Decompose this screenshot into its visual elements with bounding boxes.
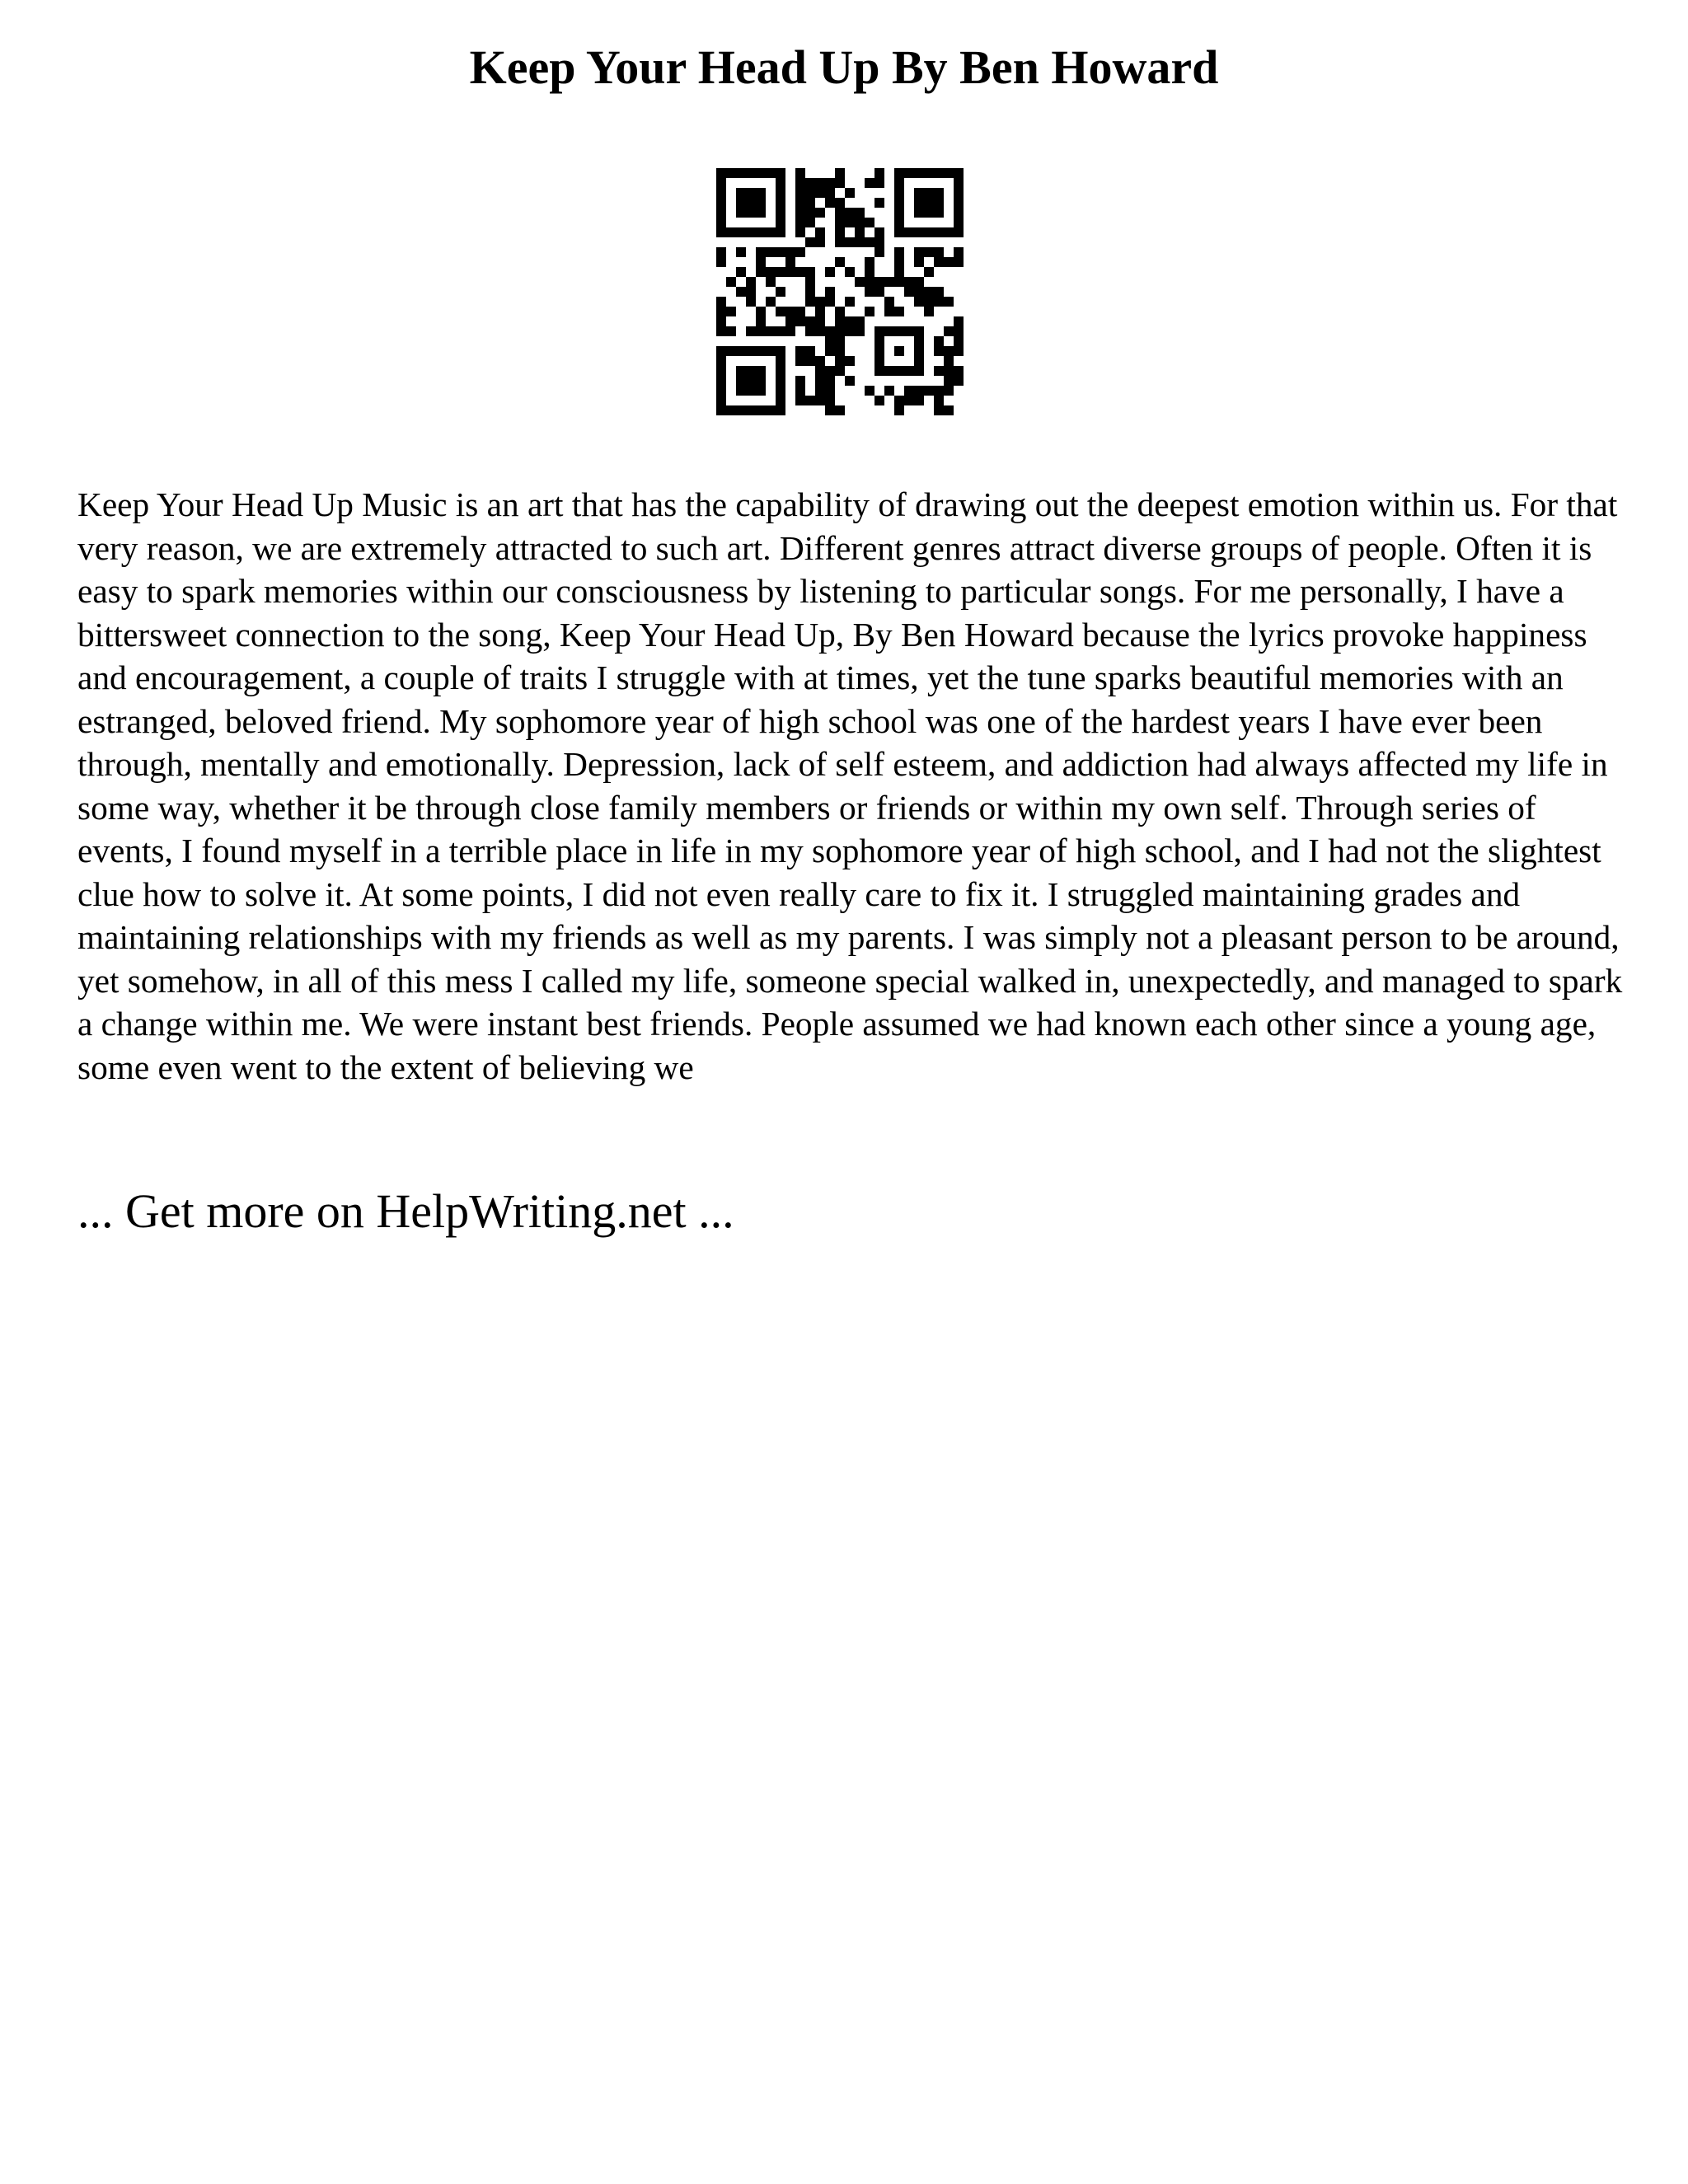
qr-code-icon — [716, 168, 964, 415]
qr-code-graphic — [716, 168, 964, 415]
essay-body-text: Keep Your Head Up Music is an art that has the capability of drawing out the deepest emotion within us. For that very reason, we are extremely attracted to such art. Different genres attract diverse groups of people. Often it is easy to spark memories within our consciousness by listening to particular songs. For me personally, I have a bittersweet connection to the song, Keep Your Head Up, By Ben Howard because the lyrics provoke happiness and encouragement, a couple of traits I struggle with at times, yet the tune sparks beautiful memories with an estranged, beloved friend. My sophomore year of high school was one of the hardest years I have ever been through, mentally and emotionally. Depression, lack of self esteem, and addiction had always affected my life in some way, whether it be through close family members or friends or within my own self. Through series of events, I found myself in a terrible place in life in my sophomore year of high school, and I had not the slightest clue how to solve it. At some points, I did not even really care to fix it. I struggled maintaining grades and maintaining relationships with my friends as well as my parents. I was simply not a pleasant person to be around, yet somehow, in all of this mess I called my life, someone special walked in, unexpectedly, and managed to spark a change within me. We were instant best friends. People assumed we had known each other since a young age, some even went to the extent of believing we — [77, 485, 1623, 1086]
document-title: Keep Your Head Up By Ben Howard — [469, 40, 1219, 94]
get-more-link[interactable]: ... Get more on HelpWriting.net ... — [77, 1184, 734, 1238]
